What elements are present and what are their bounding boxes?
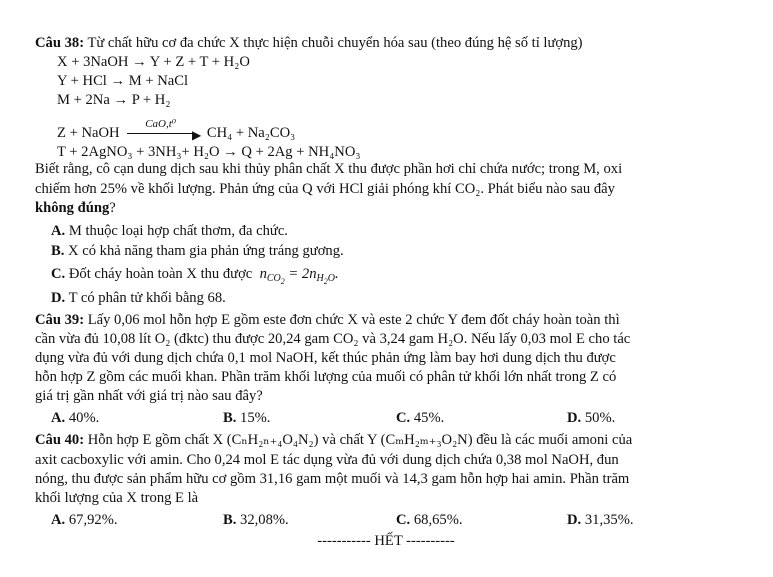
q38-text1: Biết rằng, cô cạn dung dịch sau khi thủy phân chất X thu được phần hơi chỉ chứa nước; trong M, oxi: [35, 161, 623, 177]
q38-option-d-label: D.: [51, 290, 66, 306]
q38-eq4-condition: CaO,t⁰: [145, 118, 177, 130]
q39-option-d-label: D.: [567, 410, 582, 426]
q39-option-b-text: 15%.: [236, 410, 271, 426]
q38-option-c-text: Đốt cháy hoàn toàn X thu được: [65, 266, 253, 282]
q38-text3-bold: không đúng: [35, 200, 110, 216]
q40-option-b: [223, 511, 289, 529]
q38-option-d: [51, 289, 226, 307]
q39-option-b-label: B.: [223, 410, 237, 426]
q39-option-a-label: A.: [51, 410, 66, 426]
q40-label: Câu 40:: [35, 432, 85, 448]
q38-option-c-label: C.: [51, 266, 66, 282]
q39-option-c: [396, 409, 444, 427]
q40-stem-line2: axit cacboxylic với amin. Cho 0,24 mol E tác dụng vừa đủ với dung dịch chứa 0,38 mol NaOH, đun: [35, 452, 619, 468]
q38-label: Câu 38:: [35, 35, 85, 51]
q40-option-a-text: 67,92%.: [65, 512, 118, 528]
q40-stem-line3: nóng, thu được sản phẩm hữu cơ gồm 31,16 gam một muối và 14,3 gam hỗn hợp hai amin. Phần trăm: [35, 471, 630, 487]
q39-option-a: [51, 409, 99, 427]
q39-label: Câu 39:: [35, 312, 85, 328]
q38-option-a-text: M thuộc loại hợp chất thơm, đa chức.: [65, 223, 288, 239]
q38-eq4-right: CH₄ + Na₂CO₃: [206, 125, 296, 141]
q39-line1-text: Lấy 0,06 mol hỗn hợp E gồm este đơn chức X và este 2 chức Y đem đốt cháy hoàn toàn thì: [84, 312, 620, 328]
q40-option-a-label: A.: [51, 512, 66, 528]
q40-option-a: [51, 511, 118, 529]
q38-option-c-math: $n_{CO_2} = 2n_{H_2O}$.: [255, 266, 339, 286]
q38-text2: chiếm hơn 25% về khối lượng. Phản ứng của Q với HCl giải phóng khí CO₂. Phát biểu nào sau đây: [35, 181, 615, 197]
q40-option-d-label: D.: [567, 512, 582, 528]
q38-option-b-label: B.: [51, 243, 65, 259]
end-of-exam-footer: ----------- HẾT ----------: [317, 533, 455, 549]
q38-text3-end: ?: [109, 200, 116, 216]
q38-option-a: [51, 222, 288, 240]
q38-option-d-text: T có phân tử khối bằng 68.: [65, 290, 226, 306]
q40-option-d-text: 31,35%.: [581, 512, 634, 528]
q38-eq5: T + 2AgNO₃ + 3NH₃+ H₂O → Q + 2Ag + NH₄NO₃: [57, 144, 361, 160]
q38-option-b: [51, 242, 344, 260]
q38-eq4-left: Z + NaOH: [57, 125, 120, 141]
q39-stem-line2: cần vừa đủ 10,08 lít O₂ (đktc) thu được 20,24 gam CO₂ và 3,24 gam H₂O. Nếu lấy 0,03 mol E cho tác: [35, 331, 631, 347]
q40-option-b-text: 32,08%.: [236, 512, 289, 528]
q40-option-c-text: 68,65%.: [410, 512, 463, 528]
q39-stem-line1: [35, 311, 620, 329]
q38-eq4: [57, 118, 296, 142]
q38-intro: Từ chất hữu cơ đa chức X thực hiện chuỗi chuyển hóa sau (theo đúng hệ số tỉ lượng): [84, 35, 583, 51]
q38-eq2: Y + HCl → M + NaCl: [57, 73, 189, 89]
reaction-arrow-icon: CaO,t⁰ ▶: [123, 124, 203, 142]
q39-stem-line3: dụng vừa đủ với dung dịch chứa 0,1 mol NaOH, kết thúc phản ứng làm bay hơi dung dịch thu được: [35, 350, 616, 366]
q40-stem-line1: [35, 431, 632, 449]
q39-option-a-text: 40%.: [65, 410, 100, 426]
q40-option-c-label: C.: [396, 512, 411, 528]
q39-option-b: [223, 409, 270, 427]
q38-option-b-text: X có khả năng tham gia phản ứng tráng gương.: [64, 243, 344, 259]
q40-option-b-label: B.: [223, 512, 237, 528]
q39-option-c-label: C.: [396, 410, 411, 426]
q39-stem-line4: hỗn hợp Z gồm các muối khan. Phần trăm khối lượng của muối có phân tử khối lớn nhất trong Z có: [35, 369, 617, 385]
q39-option-d: [567, 409, 615, 427]
q40-stem-line4: khối lượng của X trong E là: [35, 490, 199, 506]
q40-option-d: [567, 511, 634, 529]
q38-eq1: X + 3NaOH → Y + Z + T + H₂O: [57, 54, 250, 70]
q38-stem: [35, 34, 583, 52]
q38-eq3: M + 2Na → P + H₂: [57, 92, 171, 108]
q39-option-c-text: 45%.: [410, 410, 445, 426]
q38-option-a-label: A.: [51, 223, 66, 239]
q40-option-c: [396, 511, 463, 529]
q38-text3: [35, 199, 116, 217]
q40-line1-text: Hỗn hợp E gồm chất X (CₙH₂ₙ₊₄O₄N₂) và chất Y (CₘH₂ₘ₊₃O₂N) đều là các muối amoni của: [84, 432, 633, 448]
q38-option-c: [51, 265, 339, 286]
q39-stem-line5: giá trị gần nhất với giá trị nào sau đây?: [35, 388, 263, 404]
q39-option-d-text: 50%.: [581, 410, 616, 426]
